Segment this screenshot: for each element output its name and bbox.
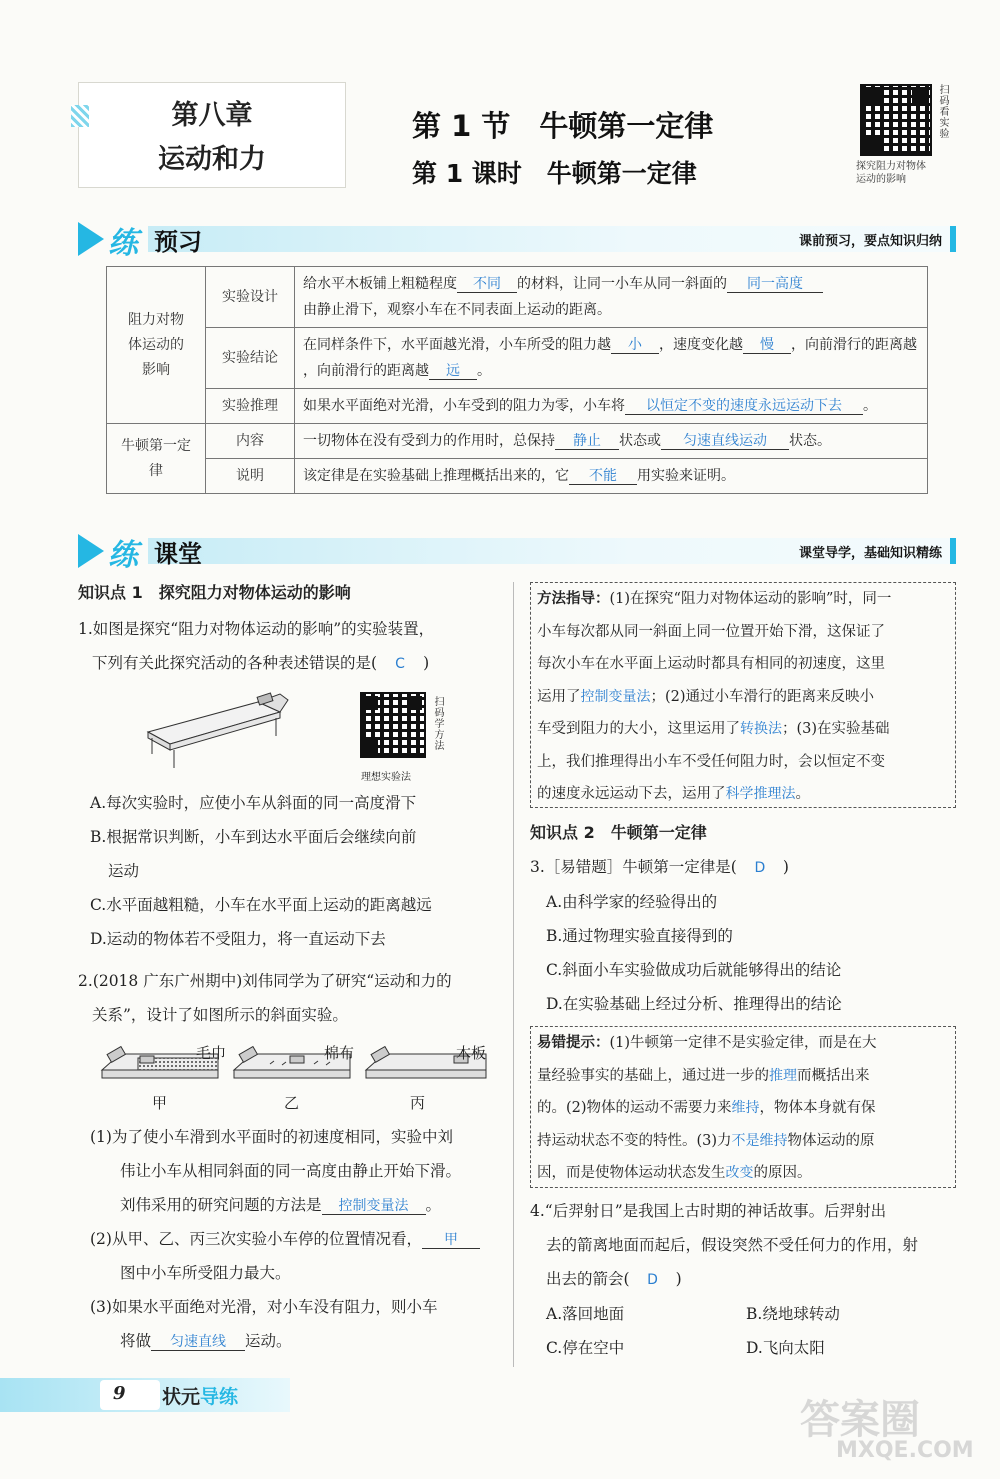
question-1: 1.如图是探究“阻力对物体运动的影响”的实验装置， 下列有关此探究活动的各种表述错误的是( C ) <box>78 612 508 681</box>
table-cell: 该定律是在实验基础上推理概括出来的，它 不能 用实验来证明。 <box>295 459 928 494</box>
knowledge-point-2: 知识点 2 牛顿第一定律 <box>530 823 707 842</box>
answer-blank: 匀速直线运动 <box>661 433 789 450</box>
ramp-label-towel: 毛巾 <box>196 1044 227 1062</box>
option-c: C.停在空中 <box>546 1339 625 1357</box>
ramp-label-wood: 木板 <box>456 1044 487 1062</box>
option-b: B.通过物理实验直接得到的 <box>546 927 733 945</box>
classroom-banner <box>78 530 956 573</box>
chapter-name: 运动和力 <box>158 144 266 175</box>
table-row-label: 说明 <box>206 459 295 494</box>
option-a: A.每次实验时，应使小车从斜面的同一高度滑下 <box>90 794 417 812</box>
answer-blank: 不同 <box>457 276 517 293</box>
option-b: B.绕地球转动 <box>746 1305 840 1323</box>
watermark-logo: 答案圈 <box>800 1397 920 1443</box>
classroom-label: 课堂 <box>154 540 202 568</box>
practice-icon: 练 <box>108 538 138 573</box>
table-row-label: 实验推理 <box>206 389 295 424</box>
question-3: 3.［易错题］牛顿第一定律是( D ) A.由科学家的经验得出的 B.通过物理实验直接得到的 C.斜面小车实验做成功后就能够得出的结论 D.在实验基础上经过分析、推理得出的结论 <box>530 850 950 1021</box>
preview-banner <box>78 218 956 261</box>
answer-mark: D <box>647 1272 658 1288</box>
table-row <box>107 328 928 389</box>
table-cell: 给水平木板铺上粗糙程度 不同 的材料，让同一小车从同一斜面的 同一高度 由静止滑下，观察小车在不同表面上运动的距离。 <box>295 267 928 328</box>
table-row-label: 实验结论 <box>206 328 295 389</box>
classroom-subtitle: 课堂导学，基础知识精练 <box>798 546 942 561</box>
chapter-number: 第八章 <box>171 100 253 131</box>
question-2-parts: (1)为了使小车滑到水平面时的初速度相同，实验中刘 伟让小车从相同斜面的同一高度由静止开始下滑。 刘伟采用的研究问题的方法是 控制变量法 。 (2)从甲、乙、丙三次实验小车停的位置情况看， 甲 图中小车所受阻力最大。 (3)如果水平面绝对光滑，对小车没有阻力，则小车 将做 匀速直线 运动。 <box>90 1120 510 1358</box>
preview-table <box>106 266 928 494</box>
answer-blank: 以恒定不变的速度永远运动下去 <box>625 398 863 415</box>
table-row-label: 实验设计 <box>206 267 295 328</box>
method-guide-box: 方法指导：(1)在探究“阻力对物体运动的影响”时，同一 小车每次都从同一斜面上同一位置开始下滑，这保证了 每次小车在水平面上运动时都具有相同的初速度，这里 运用了控制变量法；(2)通过小车滑行的距离来反映小 车受到阻力的大小，这里运用了转换法；(3)在实验基础 上，我们推理得出小车不受任何阻力时，会以恒定不变 的速度永远运动下去，运用了科学推理法。 <box>530 582 956 808</box>
qr-side-text: 扫码看实验 <box>937 84 948 139</box>
ramp-name-bing: 丙 <box>410 1094 426 1112</box>
brand-name: 状元导练 <box>162 1386 239 1408</box>
answer-mark: D <box>754 860 766 876</box>
error-tip-box: 易错提示：(1)牛顿第一定律不是实验定律，而是在大 量经验事实的基础上，通过进一步的推理而概括出来 的。(2)物体的运动不需要力来维持，物体本身就有保 持运动状态不变的特性。(3)力不是维持物体运动的原 因，而是使物体运动状态发生改变的原因。 <box>530 1026 956 1188</box>
option-d: D.飞向太阳 <box>746 1339 825 1357</box>
option-a: A.由科学家的经验得出的 <box>546 893 718 911</box>
three-ramps-image <box>98 1040 498 1090</box>
preview-subtitle: 课前预习，要点知识归纳 <box>798 234 942 249</box>
option-a: A.落回地面 <box>546 1305 625 1323</box>
answer-blank: 甲 <box>422 1232 480 1249</box>
answer-blank: 不能 <box>569 468 637 485</box>
answer-blank: 同一高度 <box>727 276 823 293</box>
table-cell: 在同样条件下，水平面越光滑，小车所受的阻力越 小 ，速度变化越 慢 ，向前滑行的距离越 ，向前滑行的距离越 远 。 <box>295 328 928 389</box>
option-c: C.水平面越粗糙，小车在水平面上运动的距离越远 <box>90 896 432 914</box>
table-cell: 如果水平面绝对光滑，小车受到的阻力为零，小车将 以恒定不变的速度永远运动下去 。 <box>295 389 928 424</box>
answer-blank: 慢 <box>743 337 791 354</box>
ramp-label-cotton: 棉布 <box>324 1044 355 1062</box>
question-4: 4.“后羿射日”是我国上古时期的神话故事。后羿射出 去的箭离地面而起后，假设突然不受任何力的作用，射 出去的箭会( D ) A.落回地面 B.绕地球转动 C.停在空中 D.飞向太阳 <box>530 1194 960 1365</box>
answer-blank: 匀速直线 <box>151 1334 245 1351</box>
option-b: B.根据常识判断，小车到达水平面后会继续向前 <box>90 828 417 846</box>
answer-blank: 控制变量法 <box>322 1198 426 1215</box>
qr-code-experiment[interactable] <box>860 84 932 156</box>
page-number-box <box>100 1380 160 1410</box>
knowledge-point-1: 知识点 1 探究阻力对物体运动的影响 <box>78 583 351 602</box>
answer-mark: C <box>395 656 405 672</box>
table-row <box>107 267 928 328</box>
table-group-label: 阻力对物体运动的影响 <box>107 267 206 424</box>
table-row-label: 内容 <box>206 424 295 459</box>
ramp-apparatus-image <box>140 692 290 772</box>
lesson-title: 第 1 课时 牛顿第一定律 <box>412 159 697 188</box>
table-row <box>107 389 928 424</box>
preview-label: 预习 <box>154 228 202 256</box>
ramp-name-yi: 乙 <box>284 1094 300 1112</box>
qr-caption: 理想实验法 <box>361 772 411 783</box>
section-title: 第 1 节 牛顿第一定律 <box>412 109 714 143</box>
chapter-box <box>78 82 346 188</box>
table-cell: 一切物体在没有受到力的作用时，总保持 静止 状态或 匀速直线运动 状态。 <box>295 424 928 459</box>
option-d: D.在实验基础上经过分析、推理得出的结论 <box>546 995 842 1013</box>
practice-icon: 练 <box>108 226 138 261</box>
qr-code-method[interactable] <box>360 692 426 758</box>
option-d: D.运动的物体若不受阻力，将一直运动下去 <box>90 930 386 948</box>
question-2: 2.(2018 广东广州期中)刘伟同学为了研究“运动和力的 关系”，设计了如图所示的斜面实验。 <box>78 972 452 1024</box>
table-group-label: 牛顿第一定律 <box>107 424 206 494</box>
table-row <box>107 424 928 459</box>
table-row <box>107 459 928 494</box>
answer-blank: 远 <box>429 363 477 380</box>
option-c: C.斜面小车实验做成功后就能够得出的结论 <box>546 961 842 979</box>
answer-blank: 静止 <box>555 433 619 450</box>
qr-caption: 探究阻力对物体 运动的影响 <box>856 161 926 185</box>
question-1-options: A.每次实验时，应使小车从斜面的同一高度滑下 B.根据常识判断，小车到达水平面后会继续向前 运动 C.水平面越粗糙，小车在水平面上运动的距离越远 D.运动的物体若不受阻力，将一直运动下去 <box>90 786 510 956</box>
ramp-name-jia: 甲 <box>152 1094 168 1112</box>
answer-blank: 小 <box>611 337 659 354</box>
watermark-url: MXQE.COM <box>836 1438 974 1463</box>
column-divider <box>513 582 514 1367</box>
page-number: 9 <box>113 1383 126 1404</box>
qr-side-text: 扫码学方法 <box>432 696 443 751</box>
